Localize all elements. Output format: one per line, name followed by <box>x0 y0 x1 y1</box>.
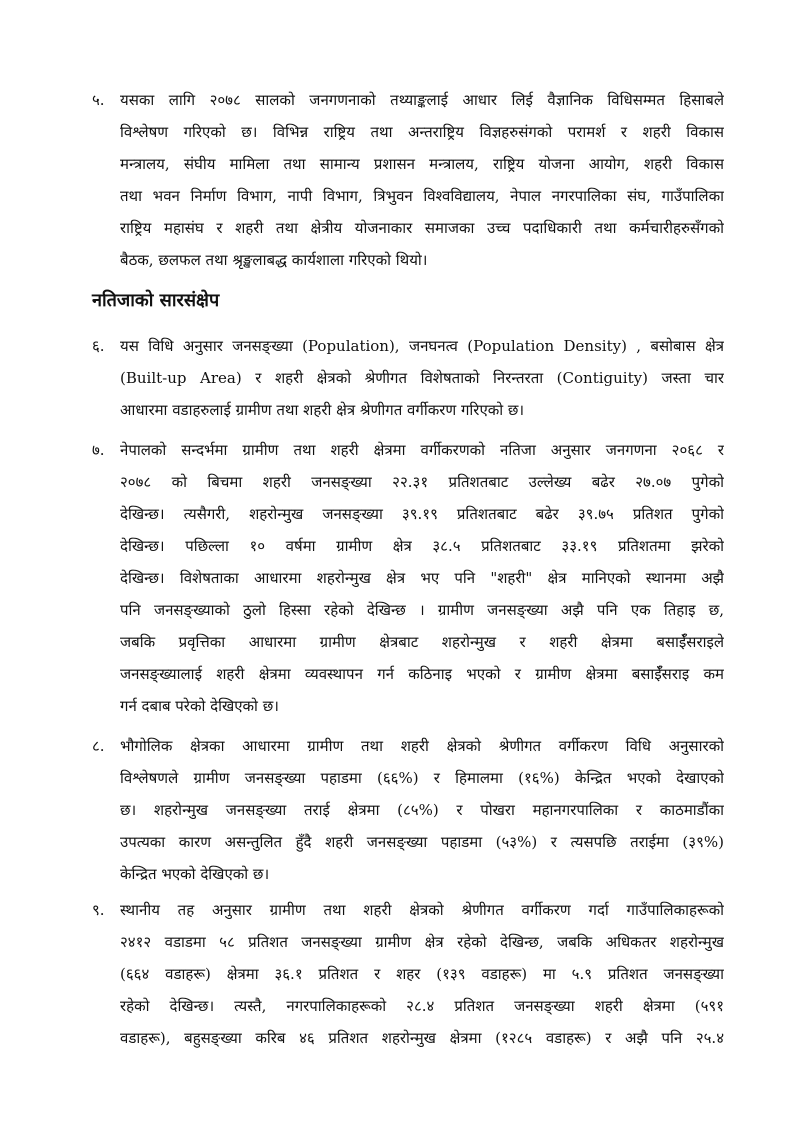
paragraph-line: तथा भवन निर्माण विभाग, नापी विभाग, त्रिभुवन विश्वविद्यालय, नेपाल नगरपालिका संघ, गाउँपालिका <box>120 187 724 205</box>
paragraph-line: (Built-up Area) र शहरी क्षेत्रको श्रेणीगत विशेषताको निरन्तरता (Contiguity) जस्ता चार <box>120 369 724 387</box>
paragraph-5 <box>92 84 724 276</box>
paragraph-line: विश्लेषण गरिएको छ। विभिन्न राष्ट्रिय तथा अन्तराष्ट्रिय विज्ञहरुसंगको परामर्श र शहरी विकास <box>120 123 724 141</box>
paragraph-line: (६६४ वडाहरू) क्षेत्रमा ३६.१ प्रतिशत र शहर (१३९ वडाहरू) मा ५.९ प्रतिशत जनसङ्ख्या <box>120 965 724 983</box>
paragraph-line: उपत्यका कारण असन्तुलित हुँदै शहरी जनसङ्ख्या पहाडमा (५३%) र त्यसपछि तराईमा (३९%) <box>120 833 724 851</box>
paragraph-line: नेपालको सन्दर्भमा ग्रामीण तथा शहरी क्षेत्रमा वर्गीकरणको नतिजा अनुसार जनगणना २०६८ र <box>120 441 724 459</box>
paragraph-line: राष्ट्रिय महासंघ र शहरी तथा क्षेत्रीय योजनाकार समाजका उच्च पदाधिकारी तथा कर्मचारीहरुसँगको <box>120 219 724 237</box>
paragraph-line: रहेको देखिन्छ। त्यस्तै, नगरपालिकाहरूको २८.४ प्रतिशत जनसङ्ख्या शहरी क्षेत्रमा (५९१ <box>120 997 724 1015</box>
paragraph-line: पनि जनसङ्ख्याको ठुलो हिस्सा रहेको देखिन्छ । ग्रामीण जनसङ्ख्या अझै पनि एक तिहाइ छ, <box>120 601 724 619</box>
section-heading: नतिजाको सारसंक्षेप <box>92 290 220 311</box>
paragraph-line: गर्न दबाब परेको देखिएको छ। <box>120 697 279 715</box>
paragraph-line: विश्लेषणले ग्रामीण जनसङ्ख्या पहाडमा (६६%) र हिमालमा (१६%) केन्द्रित भएको देखाएको <box>120 769 724 787</box>
paragraph-line: देखिन्छ। त्यसैगरी, शहरोन्मुख जनसङ्ख्या ३९.१९ प्रतिशतबाट बढेर ३९.७५ प्रतिशत पुगेको <box>120 505 724 523</box>
paragraph-line: जनसङ्ख्यालाई शहरी क्षेत्रमा व्यवस्थापन गर्न कठिनाइ भएको र ग्रामीण क्षेत्रमा बसाईँसराइ कम <box>120 665 724 683</box>
paragraph-line: देखिन्छ। पछिल्ला १० वर्षमा ग्रामीण क्षेत्र ३८.५ प्रतिशतबाट ३३.१९ प्रतिशतमा झरेको <box>120 537 724 555</box>
paragraph-line: यसका लागि २०७८ सालको जनगणनाको तथ्याङ्कलाई आधार लिई वैज्ञानिक विधिसम्मत हिसाबले <box>120 91 724 109</box>
paragraph-number: ९. <box>92 901 105 919</box>
paragraph-6 <box>92 330 724 426</box>
paragraph-7 <box>92 434 724 722</box>
paragraph-line: भौगोलिक क्षेत्रका आधारमा ग्रामीण तथा शहरी क्षेत्रको श्रेणीगत वर्गीकरण विधि अनुसारको <box>120 737 724 755</box>
paragraph-line: बैठक, छलफल तथा श्रृङ्खलाबद्ध कार्यशाला गरिएको थियो। <box>120 251 428 269</box>
paragraph-number: ५. <box>92 91 105 109</box>
paragraph-line: स्थानीय तह अनुसार ग्रामीण तथा शहरी क्षेत्रको श्रेणीगत वर्गीकरण गर्दा गाउँपालिकाहरूको <box>120 901 724 919</box>
paragraph-line: जबकि प्रवृत्तिका आधारमा ग्रामीण क्षेत्रबाट शहरोन्मुख र शहरी क्षेत्रमा बसाईँसराइले <box>120 633 724 651</box>
paragraph-line: छ। शहरोन्मुख जनसङ्ख्या तराई क्षेत्रमा (८५%) र पोखरा महानगरपालिका र काठमाडौंका <box>120 801 724 819</box>
paragraph-line: वडाहरू), बहुसङ्ख्या करिब ४६ प्रतिशत शहरोन्मुख क्षेत्रमा (१२८५ वडाहरू) र अझै पनि २५.४ <box>120 1029 724 1047</box>
paragraph-9 <box>92 894 724 1054</box>
paragraph-number: ८. <box>92 737 105 755</box>
paragraph-line: यस विधि अनुसार जनसङ्ख्या (Population), जनघनत्व (Population Density) , बसोबास क्षेत्र <box>120 337 724 355</box>
paragraph-number: ६. <box>92 337 105 355</box>
paragraph-line: आधारमा वडाहरुलाई ग्रामीण तथा शहरी क्षेत्र श्रेणीगत वर्गीकरण गरिएको छ। <box>120 401 525 419</box>
paragraph-line: मन्त्रालय, संघीय मामिला तथा सामान्य प्रशासन मन्त्रालय, राष्ट्रिय योजना आयोग, शहरी विकास <box>120 155 724 173</box>
paragraph-8 <box>92 730 724 890</box>
paragraph-line: केन्द्रित भएको देखिएको छ। <box>120 865 270 883</box>
paragraph-line: २०७८ को बिचमा शहरी जनसङ्ख्या २२.३१ प्रतिशतबाट उल्लेख्य बढेर २७.०७ पुगेको <box>120 473 724 491</box>
paragraph-number: ७. <box>92 441 105 459</box>
paragraph-line: २४१२ वडाडमा ५८ प्रतिशत जनसङ्ख्या ग्रामीण क्षेत्र रहेको देखिन्छ, जबकि अधिकतर शहरोन्मुख <box>120 933 724 951</box>
paragraph-line: देखिन्छ। विशेषताका आधारमा शहरोन्मुख क्षेत्र भए पनि "शहरी" क्षेत्र मानिएको स्थानमा अझै <box>120 569 724 587</box>
